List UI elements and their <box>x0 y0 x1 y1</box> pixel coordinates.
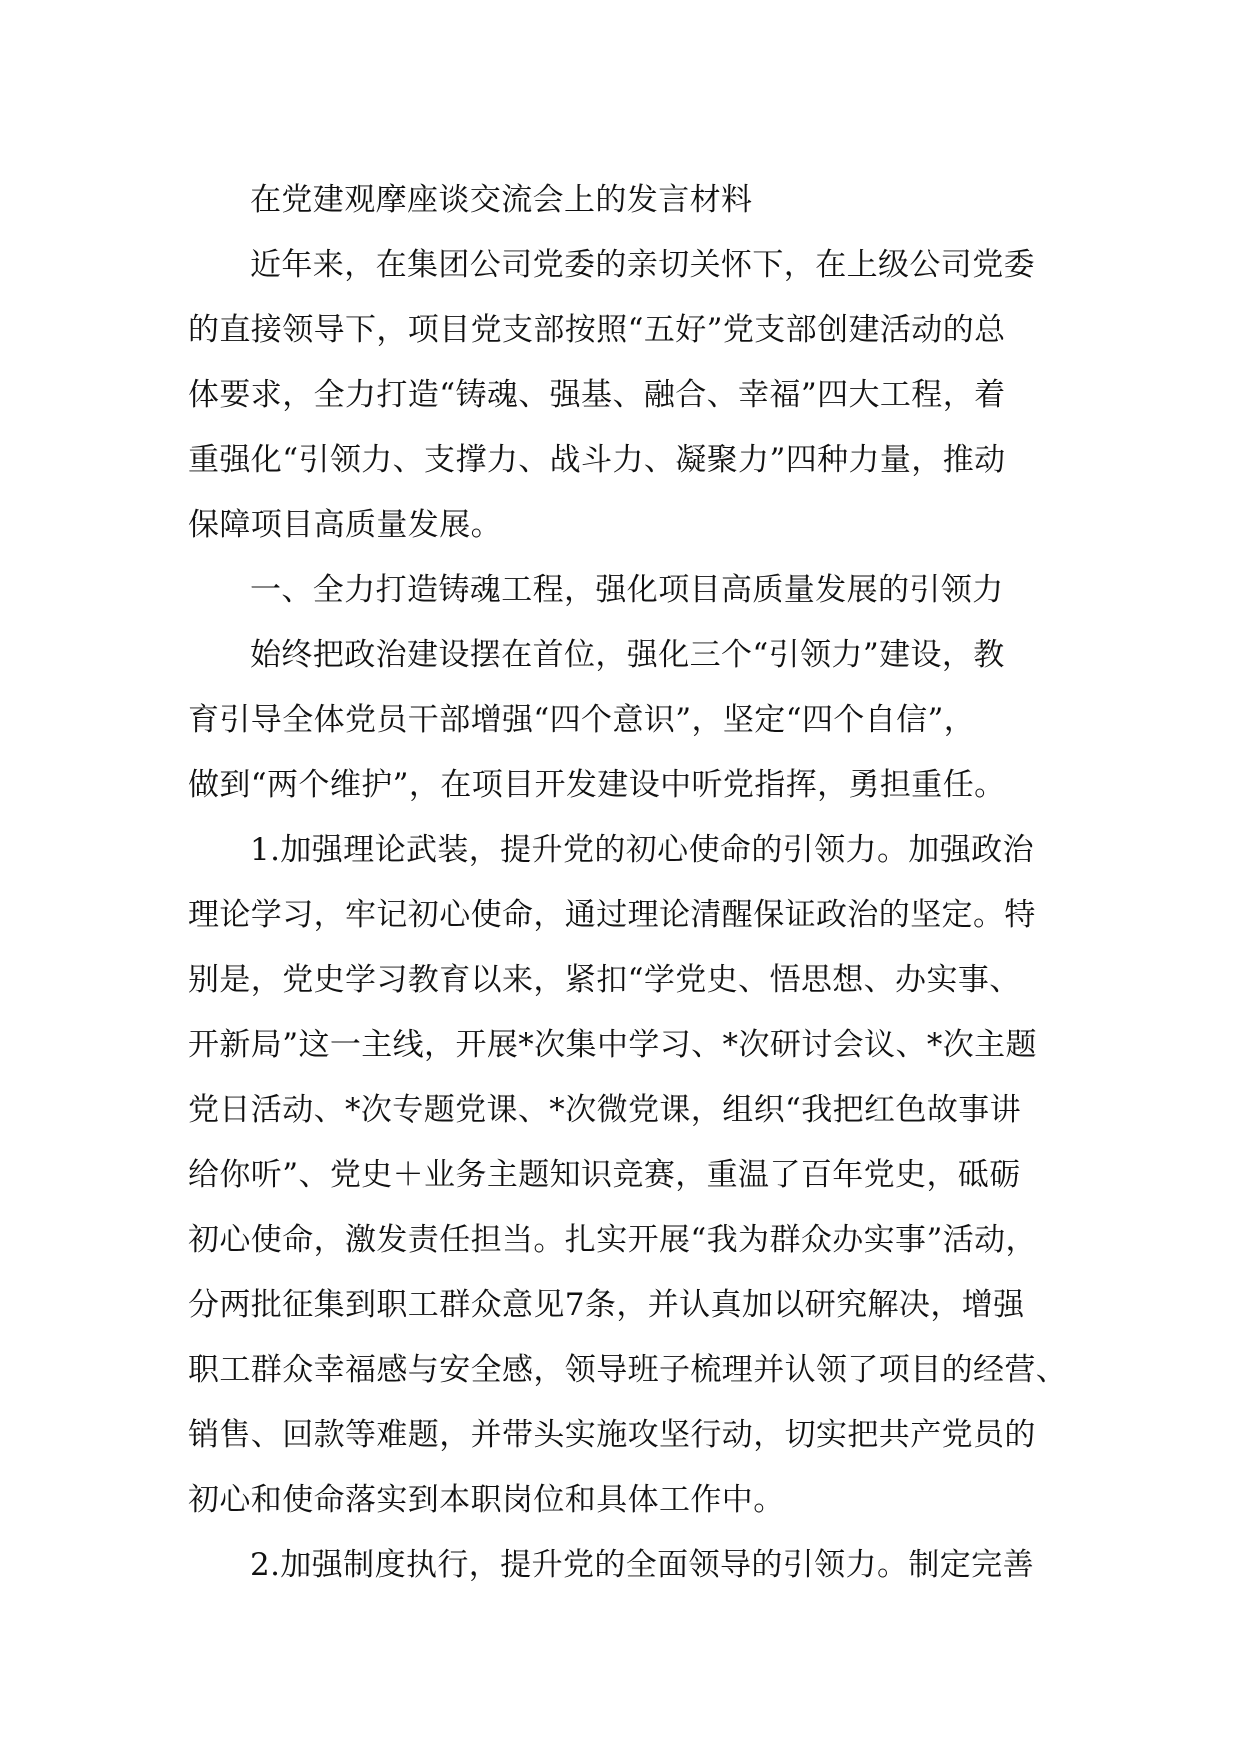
paragraph-line: 初心使命，激发责任担当。扎实开展“我为群众办实事”活动， <box>188 1222 1037 1258</box>
paragraph-line: 始终把政治建设摆在首位，强化三个“引领力”建设，教 <box>250 637 1005 673</box>
paragraph-line: 2.加强制度执行，提升党的全面领导的引领力。制定完善 <box>250 1547 1034 1583</box>
paragraph-line: 销售、回款等难题，并带头实施攻坚行动，切实把共产党员的 <box>188 1417 1036 1453</box>
paragraph-line: 别是，党史学习教育以来，紧扣“学党史、悟思想、办实事、 <box>188 962 1021 998</box>
paragraph-line: 重强化“引领力、支撑力、战斗力、凝聚力”四种力量，推动 <box>188 442 1006 478</box>
paragraph-line: 1.加强理论武装，提升党的初心使命的引领力。加强政治 <box>250 832 1034 868</box>
document-body <box>188 168 1068 1598</box>
paragraph-line: 的直接领导下，项目党支部按照“五好”党支部创建活动的总 <box>188 312 1006 348</box>
paragraph-line: 近年来，在集团公司党委的亲切关怀下，在上级公司党委 <box>250 247 1035 283</box>
paragraph-line: 保障项目高质量发展。 <box>188 507 502 543</box>
paragraph-line: 开新局”这一主线，开展*次集中学习、*次研讨会议、*次主题 <box>188 1027 1037 1063</box>
paragraph-line: 育引导全体党员干部增强“四个意识”，坚定“四个自信”， <box>188 702 976 738</box>
paragraph-line: 初心和使命落实到本职岗位和具体工作中。 <box>188 1482 785 1518</box>
document-title: 在党建观摩座谈交流会上的发言材料 <box>250 182 753 218</box>
paragraph-line: 给你听”、党史＋业务主题知识竞赛，重温了百年党史，砥砺 <box>188 1157 1021 1193</box>
paragraph-line: 体要求，全力打造“铸魂、强基、融合、幸福”四大工程，着 <box>188 377 1006 413</box>
section-heading: 一、全力打造铸魂工程，强化项目高质量发展的引领力 <box>250 572 1004 608</box>
paragraph-line: 分两批征集到职工群众意见7条，并认真加以研究解决，增强 <box>188 1287 1025 1323</box>
paragraph-line: 党日活动、*次专题党课、*次微党课，组织“我把红色故事讲 <box>188 1092 1022 1128</box>
paragraph-line: 理论学习，牢记初心使命，通过理论清醒保证政治的坚定。特 <box>188 897 1036 933</box>
paragraph-line: 职工群众幸福感与安全感，领导班子梳理并认领了项目的经营、 <box>188 1352 1068 1388</box>
paragraph-line: 做到“两个维护”，在项目开发建设中听党指挥，勇担重任。 <box>188 767 1006 803</box>
